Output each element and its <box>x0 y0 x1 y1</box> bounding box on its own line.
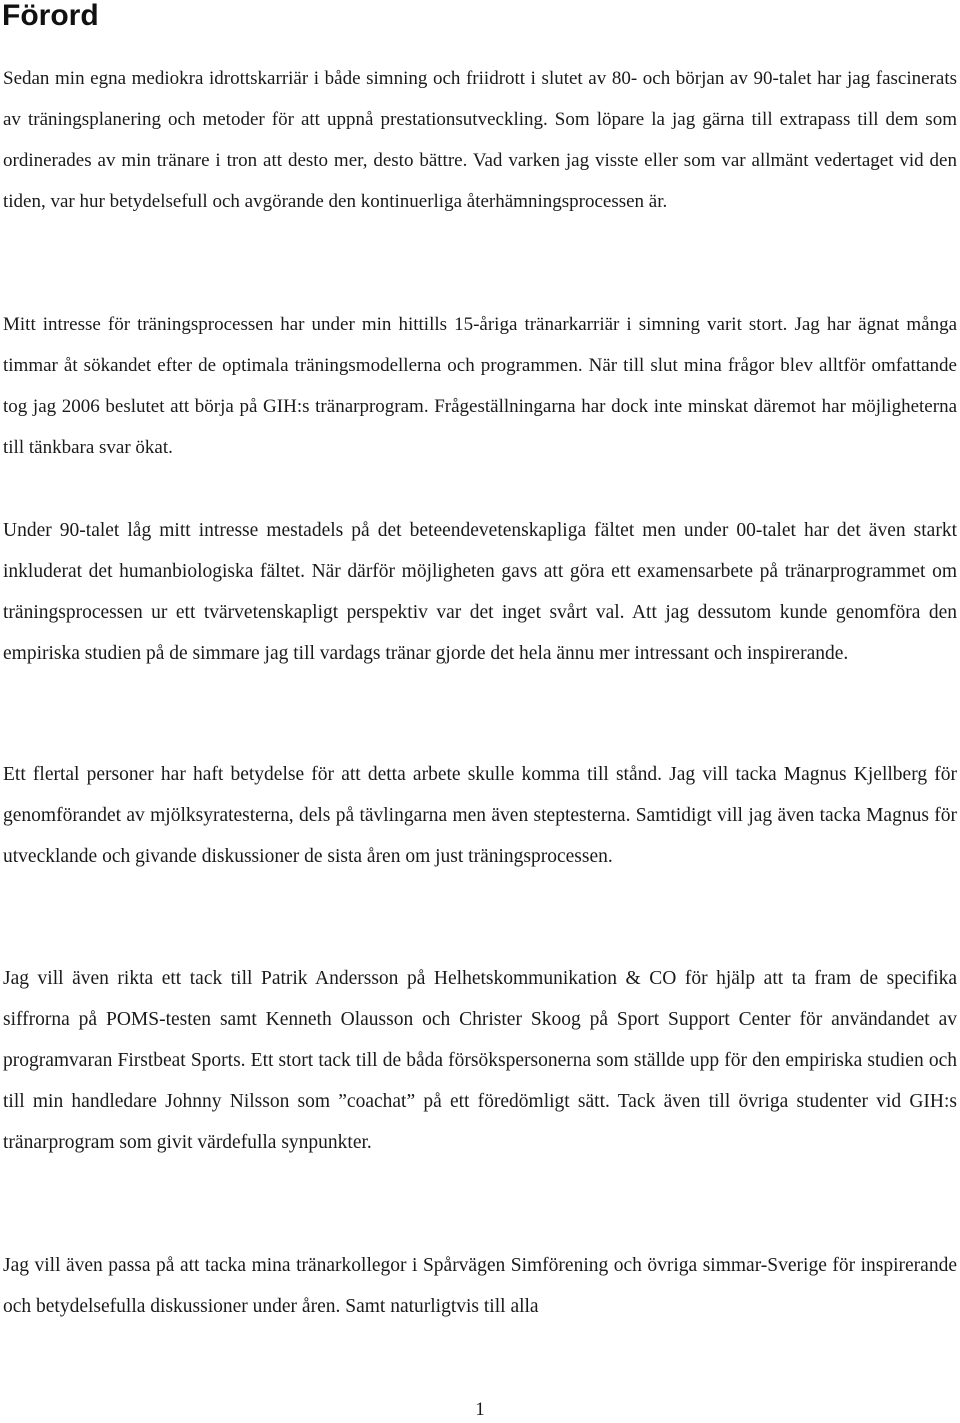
page-title: Förord <box>2 0 99 32</box>
paragraph-acknowledgement-colleagues: Jag vill även passa på att tacka mina tränarkollegor i Spårvägen Simförening och övriga simmar-Sverige för inspirerande och betydelsefulla diskussioner under åren. Samt naturligtvis till alla <box>3 1255 957 1317</box>
paragraph-background: Sedan min egna mediokra idrottskarriär i både simning och friidrott i slutet av 80- och början av 90-talet har jag fascinerats av träningsplanering och metoder för att uppnå prestationsutveckling. Som löpare la jag gärna till extrapass till dem som ordinerades av min tränare i tron att desto mer, desto bättre. Vad varken jag visste eller som var allmänt vedertaget vid den tiden, var hur betydelsefull och avgörande den kontinuerliga återhämningsprocessen är. <box>3 68 957 212</box>
page-number: 1 <box>475 1399 485 1420</box>
paragraph-acknowledgement-magnus: Ett flertal personer har haft betydelse för att detta arbete skulle komma till stånd. Jag vill tacka Magnus Kjellberg för genomförandet av mjölksyratesterna, dels på tävlingarna men även steptesterna. Samtidigt vill jag även tacka Magnus för utvecklande och givande diskussioner de sista åren om just träningsprocessen. <box>3 764 957 867</box>
paragraph-coaching-interest: Mitt intresse för träningsprocessen har under min hittills 15-åriga tränarkarriär i simning varit stort. Jag har ägnat många timmar åt sökandet efter de optimala träningsmodellerna och programmen. När till slut mina frågor blev alltför omfattande tog jag 2006 beslutet att börja på GIH:s tränarprogram. Frågeställningarna har dock inte minskat däremot har möjligheterna till tänkbara svar ökat. <box>3 314 957 458</box>
paragraph-acknowledgement-contributors: Jag vill även rikta ett tack till Patrik Andersson på Helhetskommunikation & CO för hjälp att ta fram de specifika siffrorna på POMS-testen samt Kenneth Olausson och Christer Skoog på Sport Support Center för användandet av programvaran Firstbeat Sports. Ett stort tack till de båda försökspersonerna som ställde upp för den empiriska studien och till min handledare Johnny Nilsson som ”coachat” på ett föredömligt sätt. Tack även till övriga studenter vid GIH:s tränarprogram som givit värdefulla synpunkter. <box>3 968 957 1153</box>
paragraph-research-focus: Under 90-talet låg mitt intresse mestadels på det beteendevetenskapliga fältet men under 00-talet har det även starkt inkluderat det humanbiologiska fältet. När därför möjligheten gavs att göra ett examensarbete på tränarprogrammet om träningsprocessen ur ett tvärvetenskapligt perspektiv var det inget svårt val. Att jag dessutom kunde genomföra den empiriska studien på de simmare jag till vardags tränar gjorde det hela ännu mer intressant och inspirerande. <box>3 520 957 664</box>
